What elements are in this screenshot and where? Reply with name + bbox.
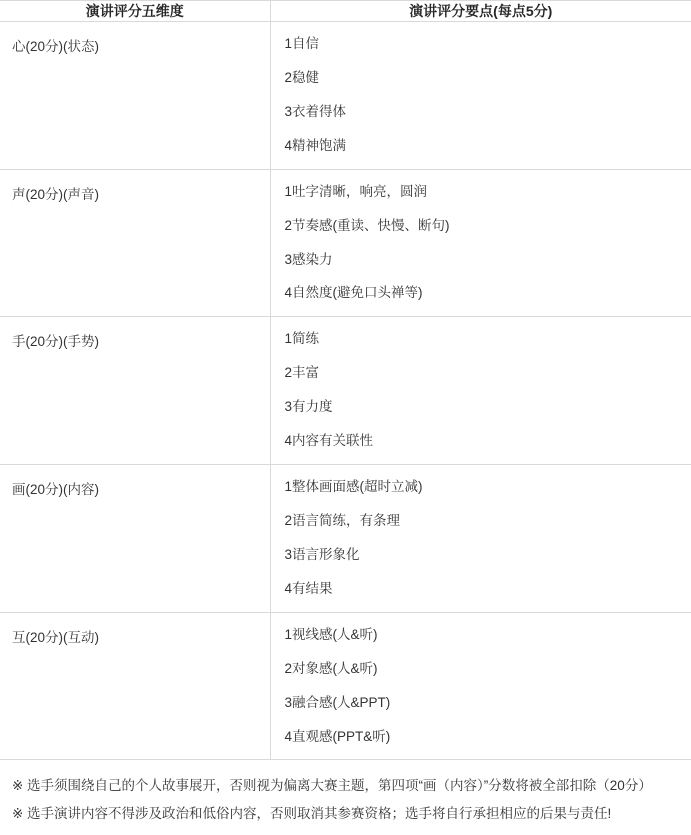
table-row <box>0 317 691 465</box>
point-item: 3衣着得体 <box>284 103 347 119</box>
point-item: 1简练 <box>284 331 320 347</box>
column-header-points: 演讲评分要点(每点5分) <box>270 1 691 22</box>
table-body <box>0 22 691 760</box>
row-points <box>270 612 691 760</box>
point-item: 3感染力 <box>284 251 333 267</box>
point-item: 4直观感(PPT&听) <box>284 728 391 744</box>
note-item: ※ 选手演讲内容不得涉及政治和低俗内容，否则取消其参赛资格；选手将自行承担相应的后果与责任! <box>12 805 612 821</box>
point-item: 4精神饱满 <box>284 137 347 153</box>
table-row <box>0 169 691 317</box>
point-item: 4内容有关联性 <box>284 433 374 449</box>
point-item: 1自信 <box>284 36 320 51</box>
row-dimension: 手(20分)(手势) <box>0 317 270 465</box>
row-dimension: 画(20分)(内容) <box>0 465 270 613</box>
point-item: 1吐字清晰，响亮，圆润 <box>284 183 428 199</box>
note-item: ※ 选手须围绕自己的个人故事展开，否则视为偏离大赛主题，第四项“画（内容）”分数将被全部扣除（20分） <box>12 778 652 794</box>
point-item: 3融合感(人&PPT) <box>284 694 391 710</box>
point-item: 4自然度(避免口头禅等) <box>284 285 423 301</box>
rubric-notes <box>0 760 691 834</box>
row-dimension: 心(20分)(状态) <box>0 22 270 170</box>
row-points <box>270 317 691 465</box>
table-row <box>0 612 691 760</box>
row-points <box>270 465 691 613</box>
point-item: 2丰富 <box>284 365 320 381</box>
point-item: 2稳健 <box>284 69 320 85</box>
point-item: 1视线感(人&听) <box>284 626 378 642</box>
point-item: 2节奏感(重读、快慢、断句) <box>284 217 450 233</box>
row-dimension: 声(20分)(声音) <box>0 169 270 317</box>
table-row <box>0 22 691 170</box>
column-header-dimension: 演讲评分五维度 <box>0 1 270 22</box>
point-item: 2对象感(人&听) <box>284 660 378 676</box>
table-header <box>0 1 691 22</box>
table-row <box>0 465 691 613</box>
point-item: 4有结果 <box>284 580 333 596</box>
point-item: 3有力度 <box>284 399 333 415</box>
row-points <box>270 169 691 317</box>
point-item: 2语言简练，有条理 <box>284 512 401 528</box>
table-header-row <box>0 1 691 22</box>
row-dimension: 互(20分)(互动) <box>0 612 270 760</box>
row-points <box>270 22 691 170</box>
point-item: 1整体画面感(超时立减) <box>284 479 423 495</box>
point-item: 3语言形象化 <box>284 546 360 562</box>
